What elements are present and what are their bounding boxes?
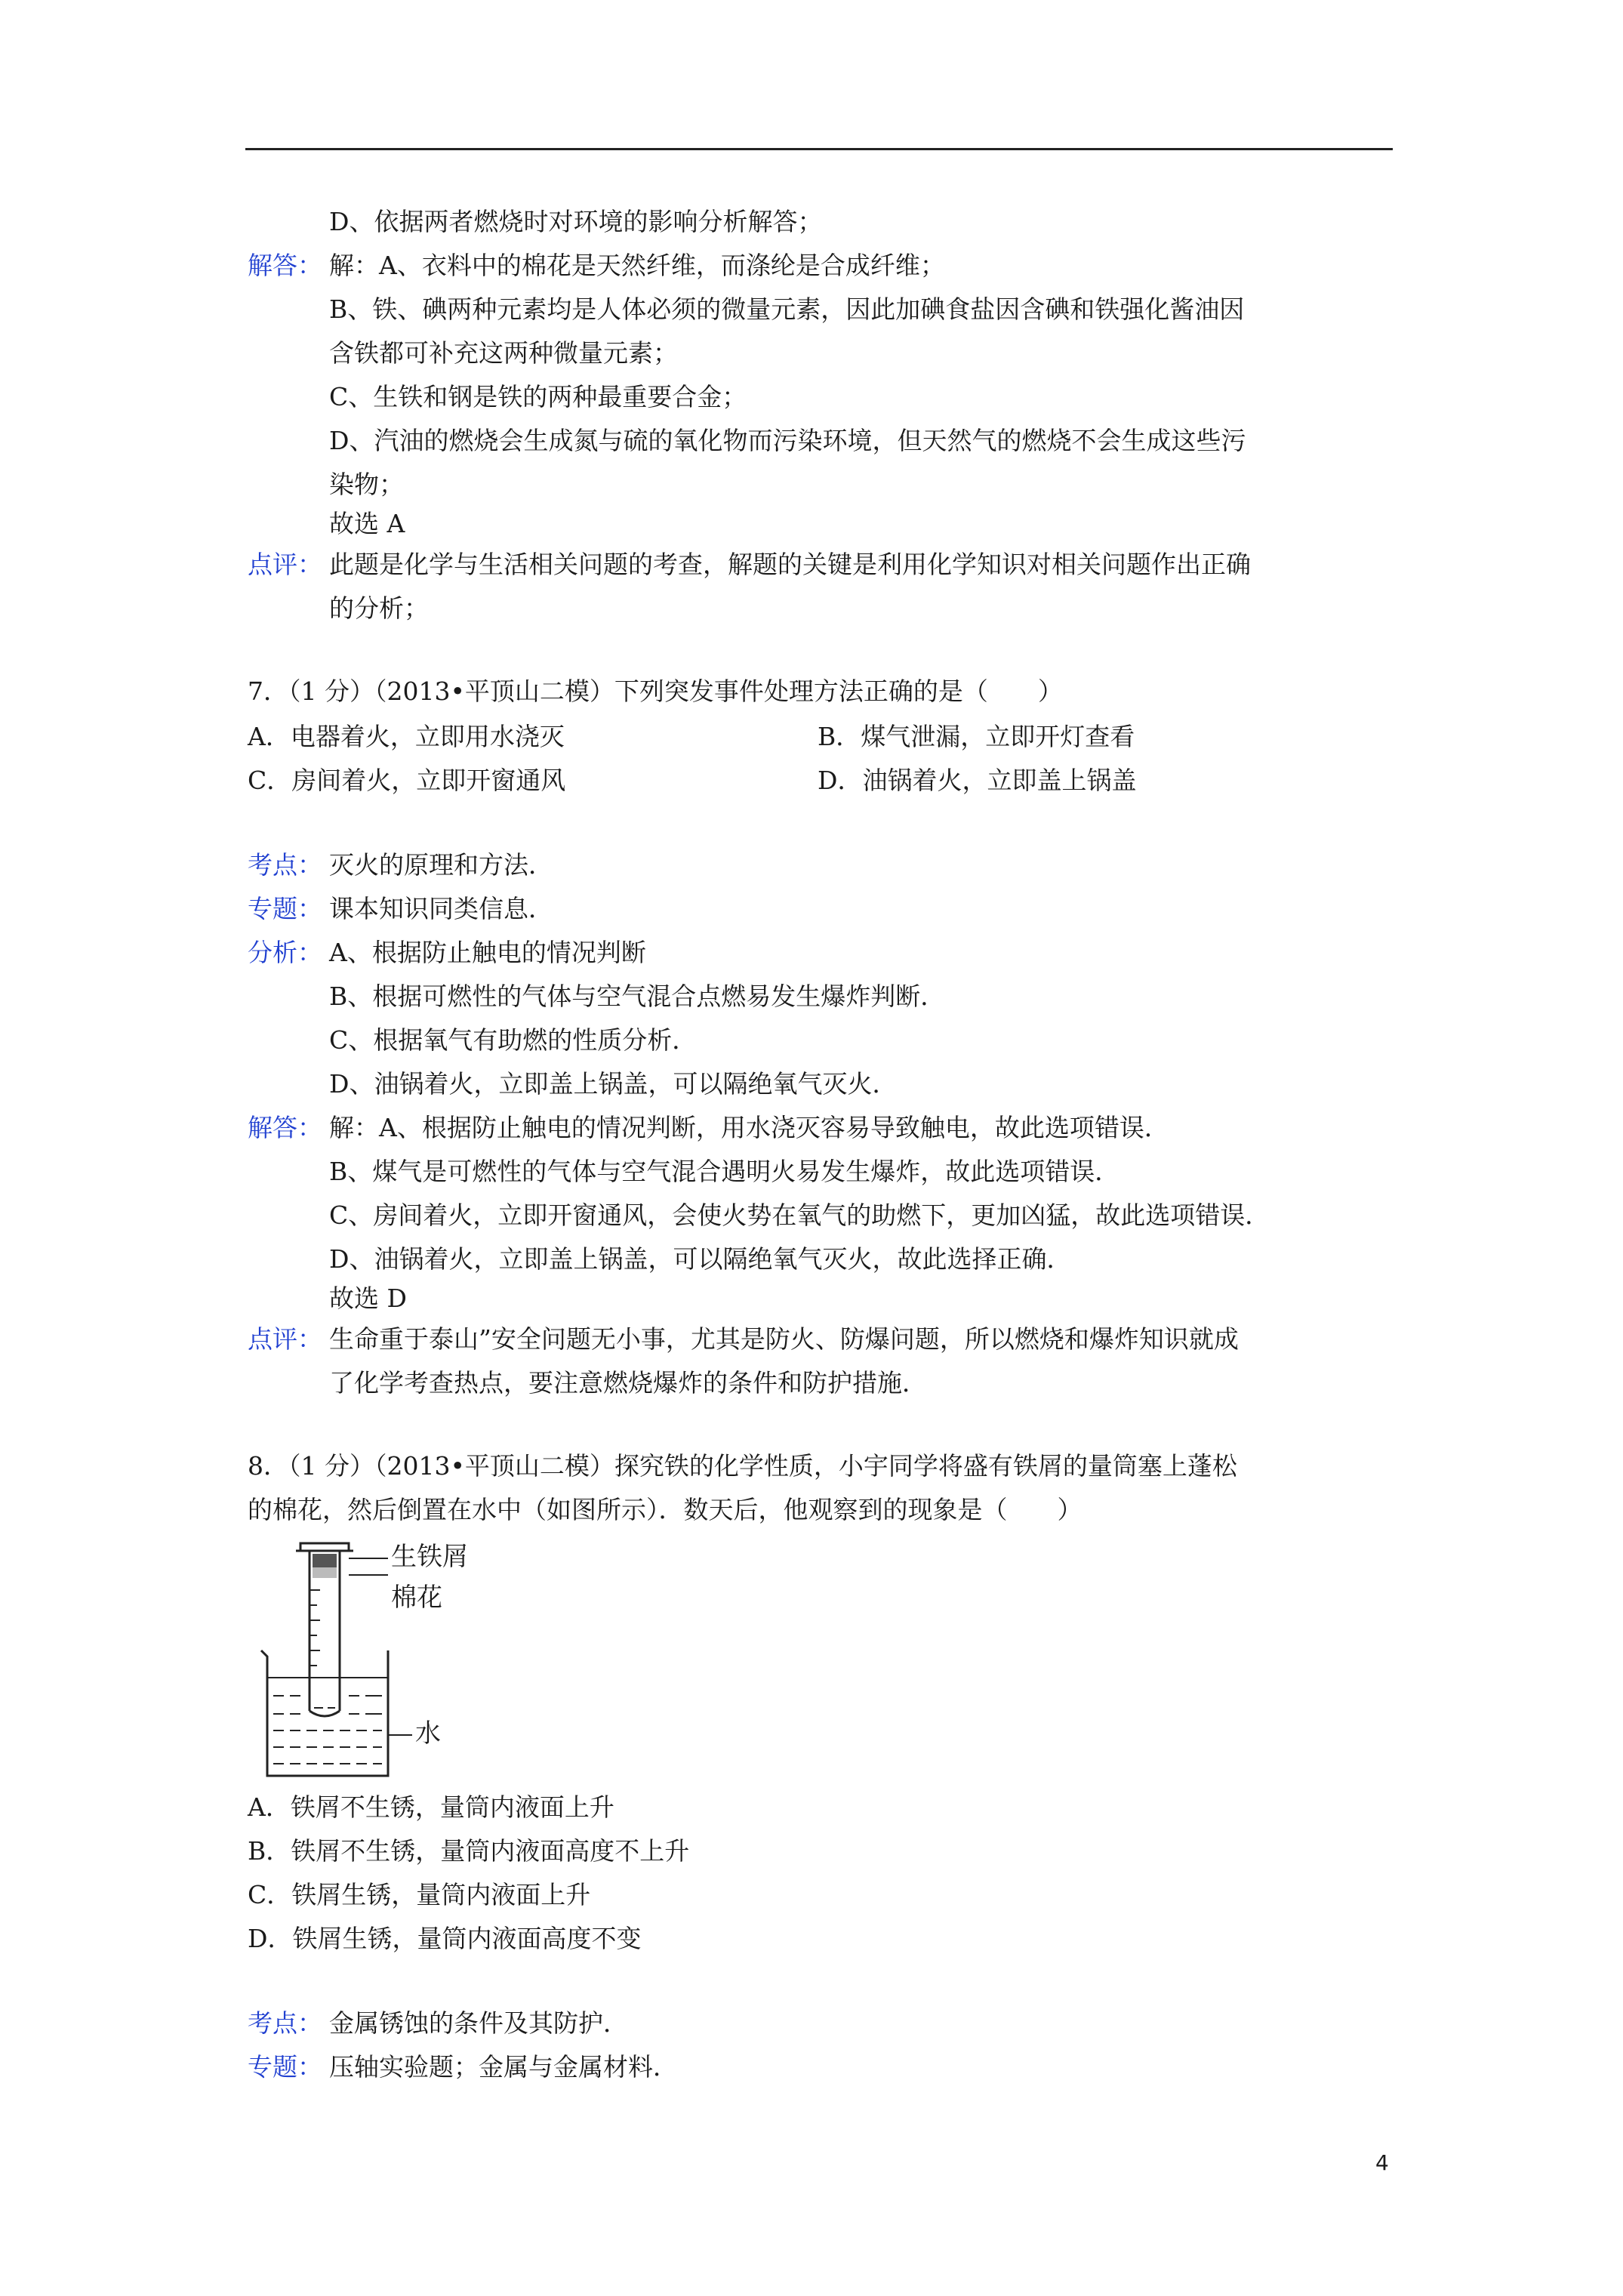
q7-dianping-line1: 生命重于泰山”安全问题无小事，尤其是防火、防爆问题，所以燃烧和爆炸知识就成 <box>329 1324 1239 1354</box>
q8-stem-line1: 8．（1 分）（2013•平顶山二模）探究铁的化学性质，小宇同学将盛有铁屑的量筒塞上蓬松 <box>248 1451 1237 1481</box>
q7-jieda-a: 解：A、根据防止触电的情况判断，用水浇灭容易导致触电，故此选项错误． <box>329 1113 1169 1142</box>
q7-stem: 7．（1 分）（2013•平顶山二模）下列突发事件处理方法正确的是（ ） <box>248 676 1063 706</box>
q7-kaodian: 灭火的原理和方法． <box>329 850 553 880</box>
q8-apparatus-figure <box>254 1537 495 1789</box>
label-water: 水 <box>415 1718 441 1749</box>
q8-kaodian-label: 考点： <box>248 2008 322 2038</box>
q8-option-b: B．铁屑不生锈，量筒内液面高度不上升 <box>248 1836 690 1866</box>
q6-answer-b-line2: 含铁都可补充这两种微量元素； <box>329 338 678 368</box>
q7-choice: 故选 D <box>329 1284 407 1313</box>
q7-dianping-line2: 了化学考查热点，要注意燃烧爆炸的条件和防护措施． <box>329 1368 927 1398</box>
q7-fenxi-label: 分析： <box>248 938 322 967</box>
q7-jieda-label: 解答： <box>248 1113 322 1142</box>
q6-comment-line1: 此题是化学与生活相关问题的考查，解题的关键是利用化学知识对相关问题作出正确 <box>329 550 1251 579</box>
q7-fenxi-a: A、根据防止触电的情况判断 <box>329 938 646 967</box>
q8-zhuanti: 压轴实验题；金属与金属材料． <box>329 2052 678 2082</box>
q6-answer-b-line1: B、铁、碘两种元素均是人体必须的微量元素，因此加碘食盐因含碘和铁强化酱油因 <box>329 294 1245 324</box>
q6-comment-label: 点评： <box>248 550 322 579</box>
q7-fenxi-d: D、油锅着火，立即盖上锅盖，可以隔绝氧气灭火． <box>329 1069 898 1099</box>
q8-zhuanti-label: 专题： <box>248 2052 322 2082</box>
q7-option-c: C．房间着火，立即开窗通风 <box>248 766 566 795</box>
q7-dianping-label: 点评： <box>248 1324 322 1354</box>
q7-fenxi-c: C、根据氧气有助燃的性质分析． <box>329 1025 698 1055</box>
q7-kaodian-label: 考点： <box>248 850 322 880</box>
q7-zhuanti-label: 专题： <box>248 894 322 923</box>
q8-stem-line2: 的棉花，然后倒置在水中（如图所示）．数天后，他观察到的现象是（ ） <box>248 1495 1083 1524</box>
q7-option-b: B．煤气泄漏，立即开灯查看 <box>818 722 1135 751</box>
q6-answer-c: C、生铁和钢是铁的两种最重要合金； <box>329 382 747 411</box>
header-rule <box>245 148 1393 150</box>
q7-jieda-b: B、煤气是可燃性的气体与空气混合遇明火易发生爆炸，故此选项错误． <box>329 1157 1120 1186</box>
label-iron-filings: 生铁屑 <box>391 1542 468 1572</box>
graduated-cylinder-diagram <box>254 1537 495 1786</box>
q7-zhuanti: 课本知识同类信息． <box>329 894 553 923</box>
q7-option-a: A．电器着火，立即用水浇灭 <box>248 722 565 751</box>
q7-option-d: D．油锅着火，立即盖上锅盖 <box>818 766 1137 795</box>
q8-option-a: A．铁屑不生锈，量筒内液面上升 <box>248 1792 614 1822</box>
page-number: 4 <box>1375 2150 1389 2175</box>
q6-answer-d-line1: D、汽油的燃烧会生成氮与硫的氧化物而污染环境，但天然气的燃烧不会生成这些污 <box>329 426 1246 455</box>
label-cotton: 棉花 <box>391 1583 442 1613</box>
q7-jieda-c: C、房间着火，立即开窗通风，会使火势在氧气的助燃下，更加凶猛，故此选项错误． <box>329 1200 1270 1230</box>
q7-jieda-d: D、油锅着火，立即盖上锅盖，可以隔绝氧气灭火，故此选择正确． <box>329 1244 1072 1274</box>
q6-analysis-d: D、依据两者燃烧时对环境的影响分析解答； <box>329 207 823 236</box>
q8-kaodian: 金属锈蚀的条件及其防护． <box>329 2008 628 2038</box>
q8-option-d: D．铁屑生锈，量筒内液面高度不变 <box>248 1924 642 1953</box>
q6-comment-line2: 的分析； <box>329 593 429 623</box>
q6-choice: 故选 A <box>329 509 405 538</box>
q8-option-c: C．铁屑生锈，量筒内液面上升 <box>248 1880 591 1909</box>
q6-answer-a: 解：A、衣料中的棉花是天然纤维，而涤纶是合成纤维； <box>329 251 945 280</box>
q6-answer-label: 解答： <box>248 251 322 280</box>
q7-fenxi-b: B、根据可燃性的气体与空气混合点燃易发生爆炸判断． <box>329 982 946 1011</box>
q6-answer-d-line2: 染物； <box>329 470 404 499</box>
